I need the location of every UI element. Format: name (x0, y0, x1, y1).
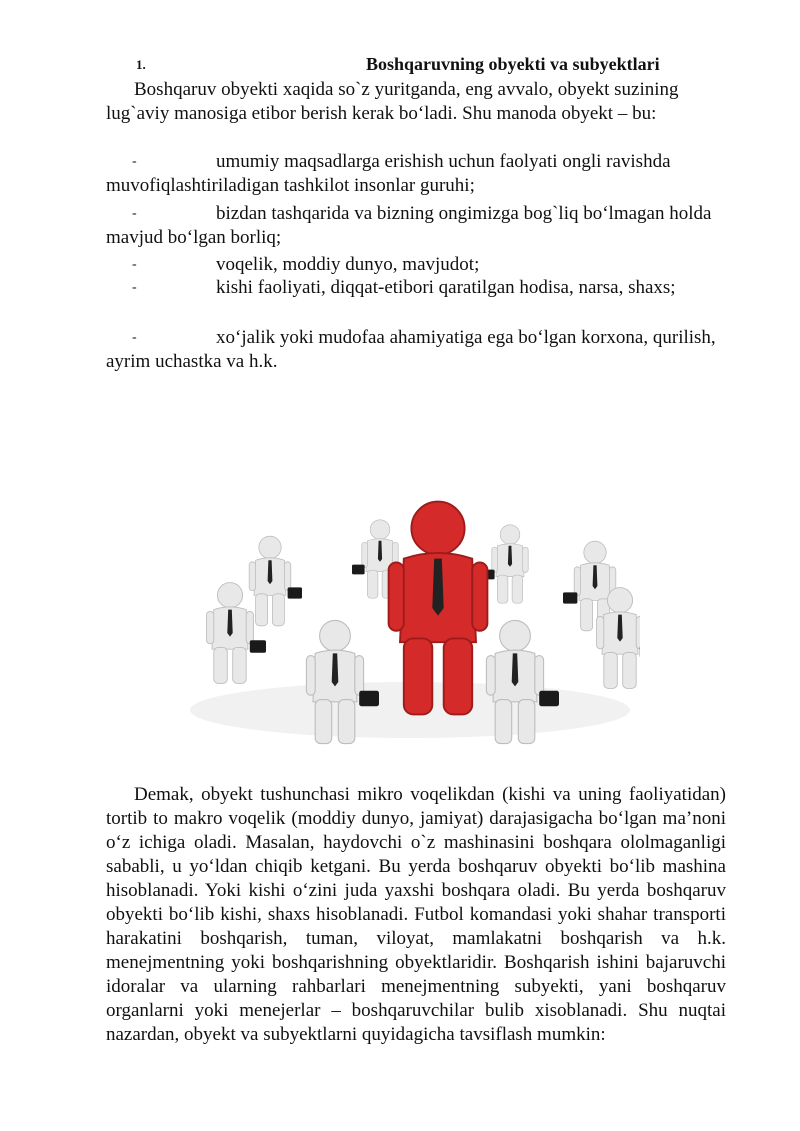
list-item (106, 326, 726, 374)
leader-team-illustration (180, 440, 640, 750)
list-item-text: voqelik, moddiy dunyo, mavjudot; (216, 254, 480, 275)
briefcase-icon (359, 691, 379, 706)
list-item (106, 202, 726, 250)
briefcase-icon (250, 640, 266, 653)
list-item (106, 150, 726, 198)
team-member-figure (482, 525, 528, 603)
list-marker: - (132, 330, 137, 345)
intro-paragraph: Boshqaruv obyekti xaqida so`z yuritganda, eng avvalo, obyekt suzining lug`aviy manosiga etibor berish kerak bo‘ladi. Shu manoda obyekt – bu: (106, 79, 679, 124)
section-number: 1. (136, 57, 146, 72)
section-heading (106, 54, 726, 78)
list-item-text: umumiy maqsadlarga erishish uchun faolyati ongli ravishda muvofiqlashtiriladigan tashkilot insonlar guruhi; (106, 151, 671, 196)
list-item-text: kishi faoliyati, diqqat-etibori qaratilgan hodisa, narsa, shaxs; (216, 277, 676, 298)
list-item (106, 253, 726, 277)
main-paragraph: Demak, obyekt tushunchasi mikro voqelikdan (kishi va uning faoliyatidan) tortib to makro voqelik (moddiy dunyo, jamiyat) darajasigacha bo‘lgan ma’noni o‘z ichiga oladi. Masalan, haydovchi o`z mashinasini boshqara ololmaganligi sababli, u yo‘ldan chiqib ketgani. Bu yerda boshqaruv obyekti bo‘lib mashina hisoblanadi. Yoki kishi o‘zini juda yaxshi boshqara oladi. Bu yerda boshqaruv obyekti bo‘lib kishi, shaxs hisoblanadi. Futbol komandasi yoki shahar transporti harakatini boshqarish, tuman, viloyat, mamlakatni boshqarish va h.k. menejmentning yoki boshqarishning obyektlaridir. Boshqarish ishini bajaruvchi idoralar va ularning rahbarlari menejmentning subyekti, yani boshqaruv organlarni yoki menejerlar – boshqaruvchilar bulib xisoblanadi. Shu nuqtai nazardan, obyekt va subyektlarni quyidagicha tavsiflash mumkin: (106, 784, 726, 1045)
list-marker: - (132, 206, 137, 221)
list-item-text: xo‘jalik yoki mudofaa ahamiyatiga ega bo‘lgan korxona, qurilish, ayrim uchastka va h.k. (106, 327, 716, 372)
briefcase-icon (539, 691, 559, 706)
list-item (106, 276, 726, 300)
briefcase-icon (288, 587, 302, 598)
section-title: Boshqaruvning obyekti va subyektlari (366, 54, 660, 74)
team-member-figure (249, 536, 302, 626)
list-marker: - (132, 280, 137, 295)
briefcase-icon (563, 592, 577, 603)
list-marker: - (132, 154, 137, 169)
briefcase-icon (352, 565, 365, 575)
list-marker: - (132, 257, 137, 272)
list-item-text: bizdan tashqarida va bizning ongimizga bog`liq bo‘lmagan holda mavjud bo‘lgan borliq; (106, 203, 712, 248)
